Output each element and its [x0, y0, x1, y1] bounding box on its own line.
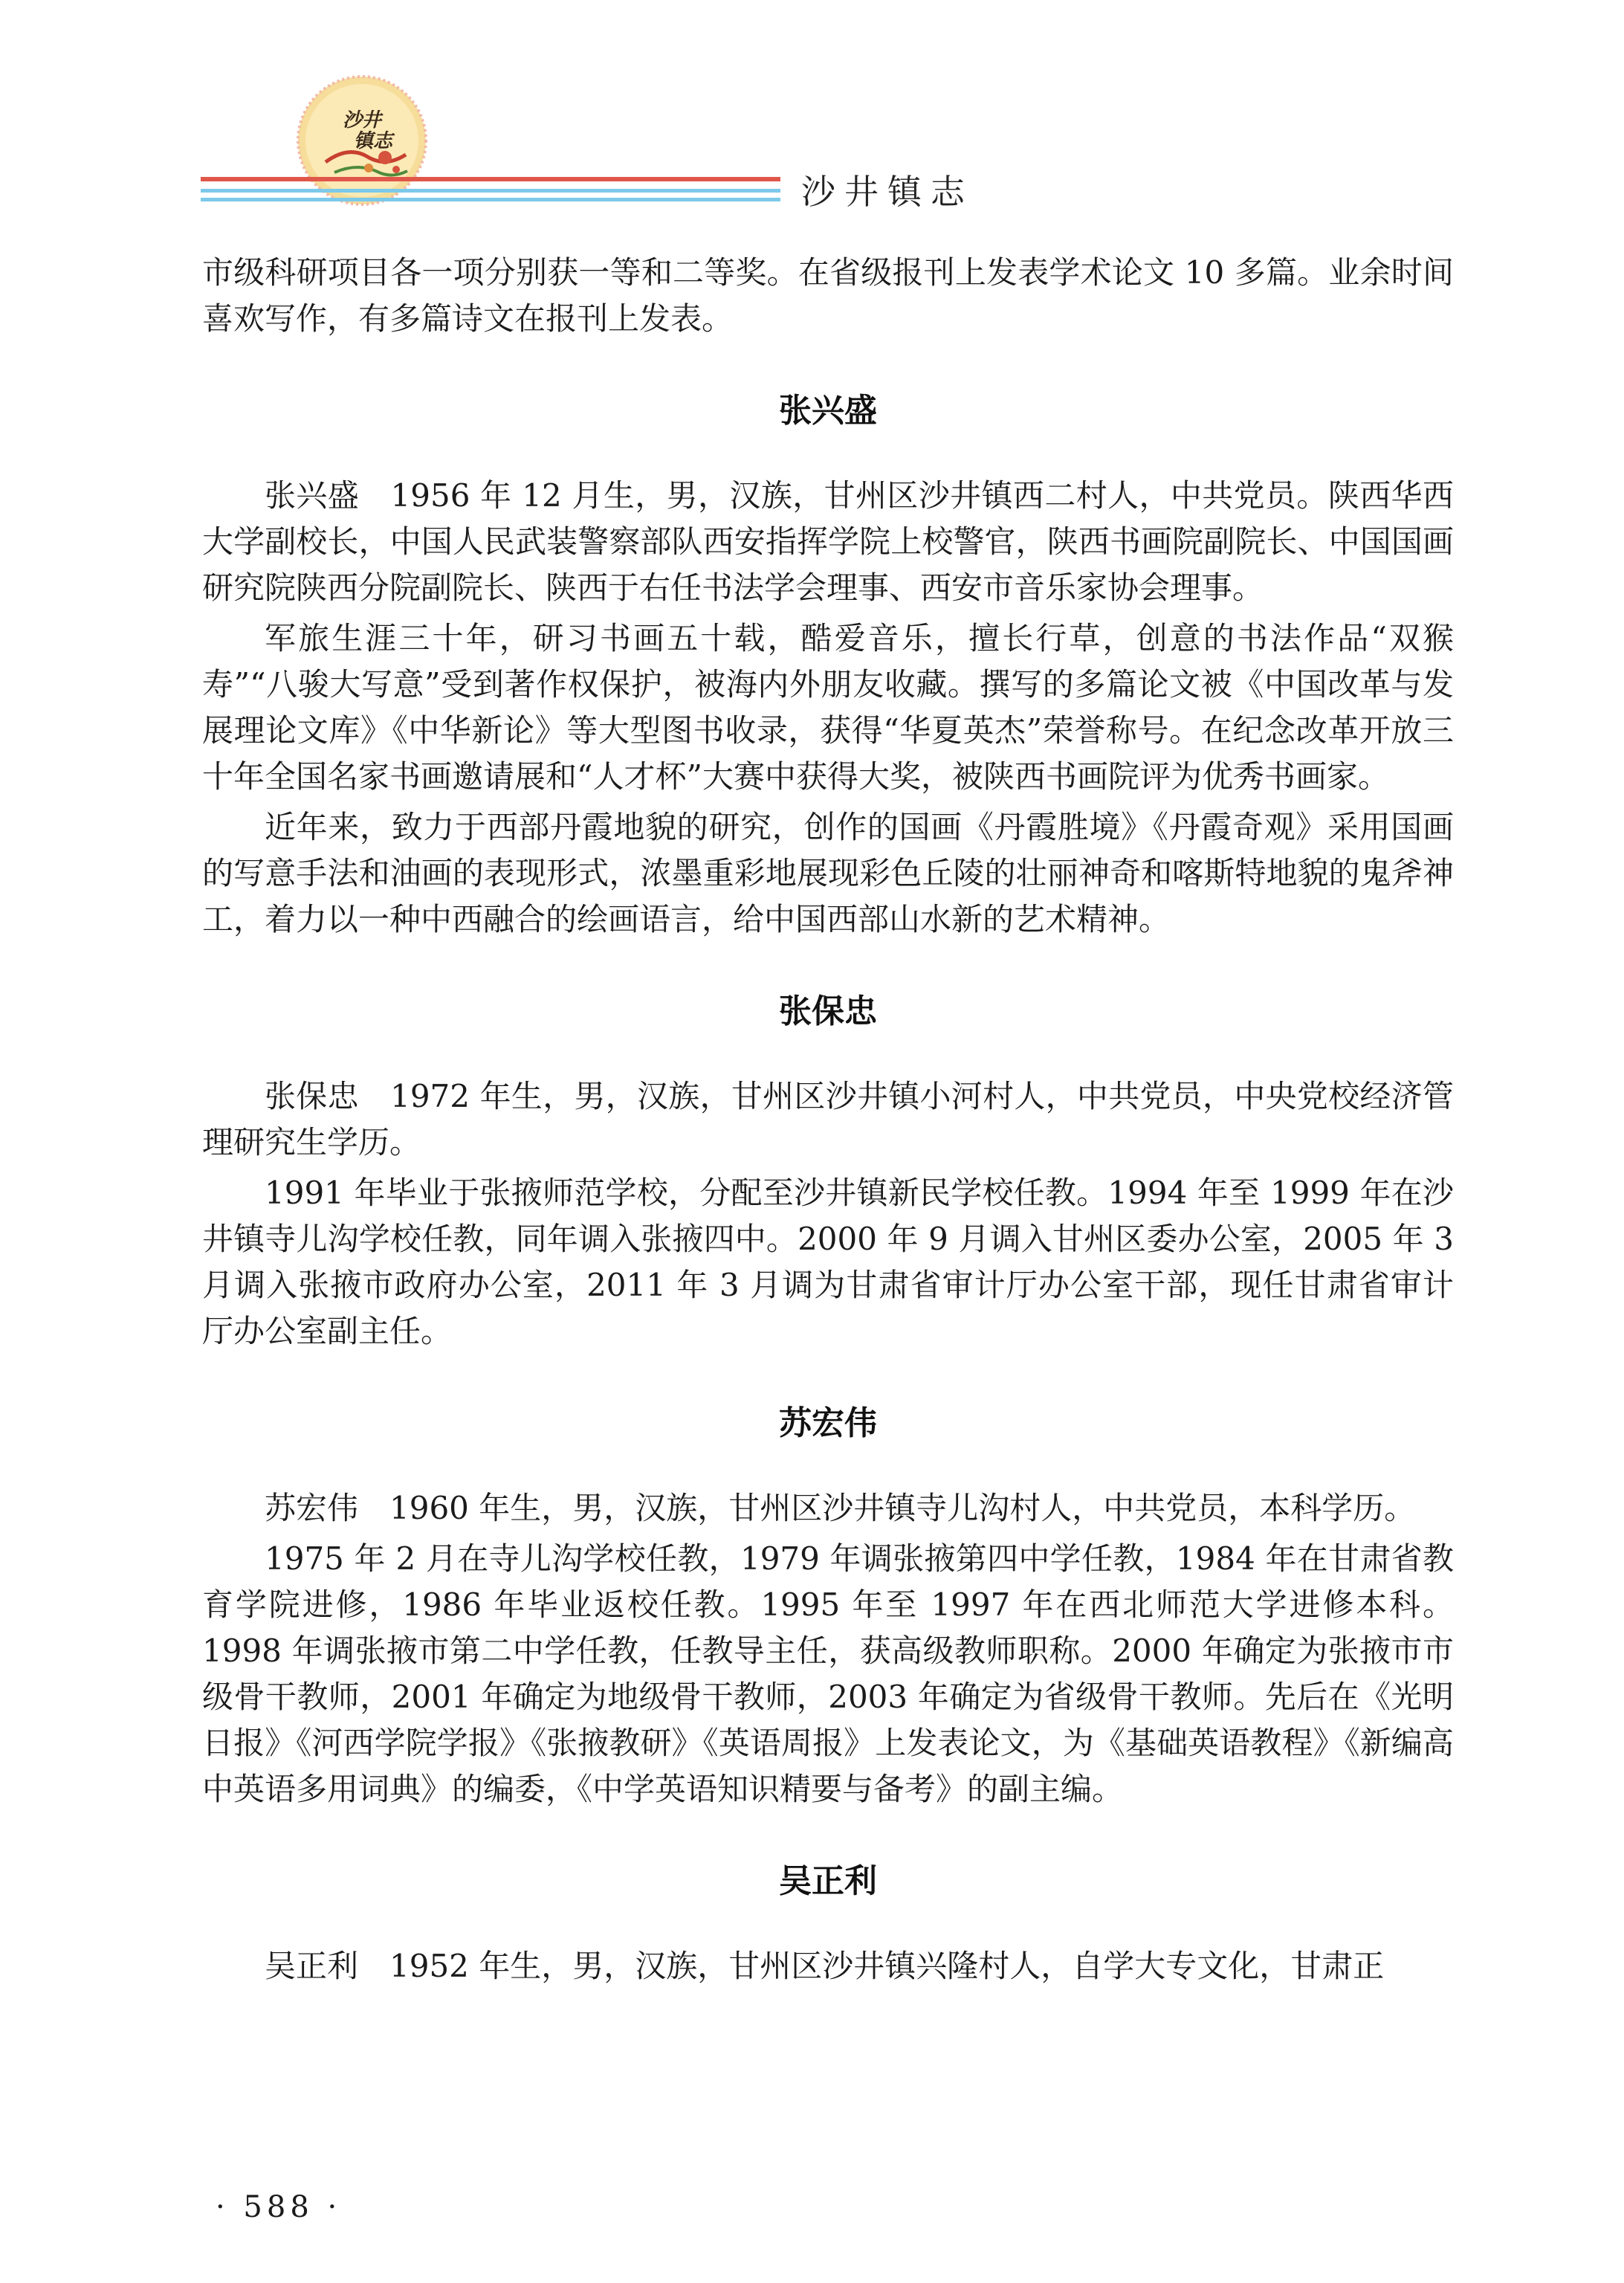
su-hongwei-paragraph-2: 1975 年 2 月在寺儿沟学校任教，1979 年调张掖第四中学任教，1984 年在甘肃省教育学院进修，1986 年毕业返校任教。1995 年至 1997 年在西北师范大学进修本科。1998 年调张掖市第二中学任教，任教导主任，获高级教师职称。2000 年确定为张掖市市级骨干教师，2001 年确定为地级骨干教师，2003 年确定为省级骨干教师。先后在《光明日报》《河西学院学报》《张掖教研》《英语周报》上发表论文，为《基础英语教程》《新编高中英语多用词典》的编委，《中学英语知识精要与备考》的副主编。 [202, 1540, 1454, 1807]
intro-paragraph: 市级科研项目各一项分别获一等和二等奖。在省级报刊上发表学术论文 10 多篇。业余时间喜欢写作，有多篇诗文在报刊上发表。 [202, 254, 1454, 337]
section-heading-zhang-xingsheng: 张兴盛 [779, 392, 877, 430]
su-hongwei-paragraph-1: 苏宏伟 1960 年生，男，汉族，甘州区沙井镇寺儿沟村人，中共党员，本科学历。 [265, 1490, 1416, 1526]
section-heading-su-hongwei: 苏宏伟 [779, 1404, 877, 1442]
zhang-xingsheng-paragraph-2: 军旅生涯三十年，研习书画五十载，酷爱音乐，擅长行草，创意的书法作品“双猴寿”“八骏大写意”受到著作权保护，被海内外朋友收藏。撰写的多篇论文被《中国改革与发展理论文库》《中华新论》等大型图书收录，获得“华夏英杰”荣誉称号。在纪念改革开放三十年全国名家书画邀请展和“人才杯”大赛中获得大奖，被陕西书画院评为优秀书画家。 [202, 620, 1454, 795]
header-blue-rule [201, 189, 780, 193]
book-title: 沙井镇志 [801, 172, 974, 212]
page-number: · 588 · [216, 2190, 342, 2224]
header-blue-rule-2 [201, 198, 780, 201]
zhang-xingsheng-paragraph-1: 张兴盛 1956 年 12 月生，男，汉族，甘州区沙井镇西二村人，中共党员。陕西华西大学副校长，中国人民武装警察部队西安指挥学院上校警官，陕西书画院副院长、中国国画研究院陕西分院副院长、陕西于右任书法学会理事、西安市音乐家协会理事。 [202, 477, 1454, 606]
svg-text:沙井: 沙井 [342, 109, 382, 132]
book-logo-emblem [296, 74, 428, 207]
page-body [202, 250, 1454, 1989]
svg-text:镇志: 镇志 [353, 130, 393, 152]
zhang-baozhong-paragraph-2: 1991 年毕业于张掖师范学校，分配至沙井镇新民学校任教。1994 年至 1999 年在沙井镇寺儿沟学校任教，同年调入张掖四中。2000 年 9 月调入甘州区委办公室，2005 年 3 月调入张掖市政府办公室，2011 年 3 月调为甘肃省审计厅办公室干部，现任甘肃省审计厅办公室副主任。 [202, 1175, 1454, 1349]
zhang-baozhong-paragraph-1: 张保忠 1972 年生，男，汉族，甘州区沙井镇小河村人，中共党员，中央党校经济管理研究生学历。 [202, 1078, 1454, 1160]
section-heading-zhang-baozhong: 张保忠 [779, 992, 877, 1030]
zhang-xingsheng-paragraph-3: 近年来，致力于西部丹霞地貌的研究，创作的国画《丹霞胜境》《丹霞奇观》采用国画的写意手法和油画的表现形式，浓墨重彩地展现彩色丘陵的壮丽神奇和喀斯特地貌的鬼斧神工，着力以一种中西融合的绘画语言，给中国西部山水新的艺术精神。 [202, 809, 1454, 937]
section-heading-wu-zhengli: 吴正利 [779, 1862, 877, 1900]
wu-zhengli-paragraph-1: 吴正利 1952 年生，男，汉族，甘州区沙井镇兴隆村人，自学大专文化，甘肃正 [265, 1948, 1385, 1984]
header-red-rule [201, 177, 780, 181]
page-header [0, 0, 1624, 223]
